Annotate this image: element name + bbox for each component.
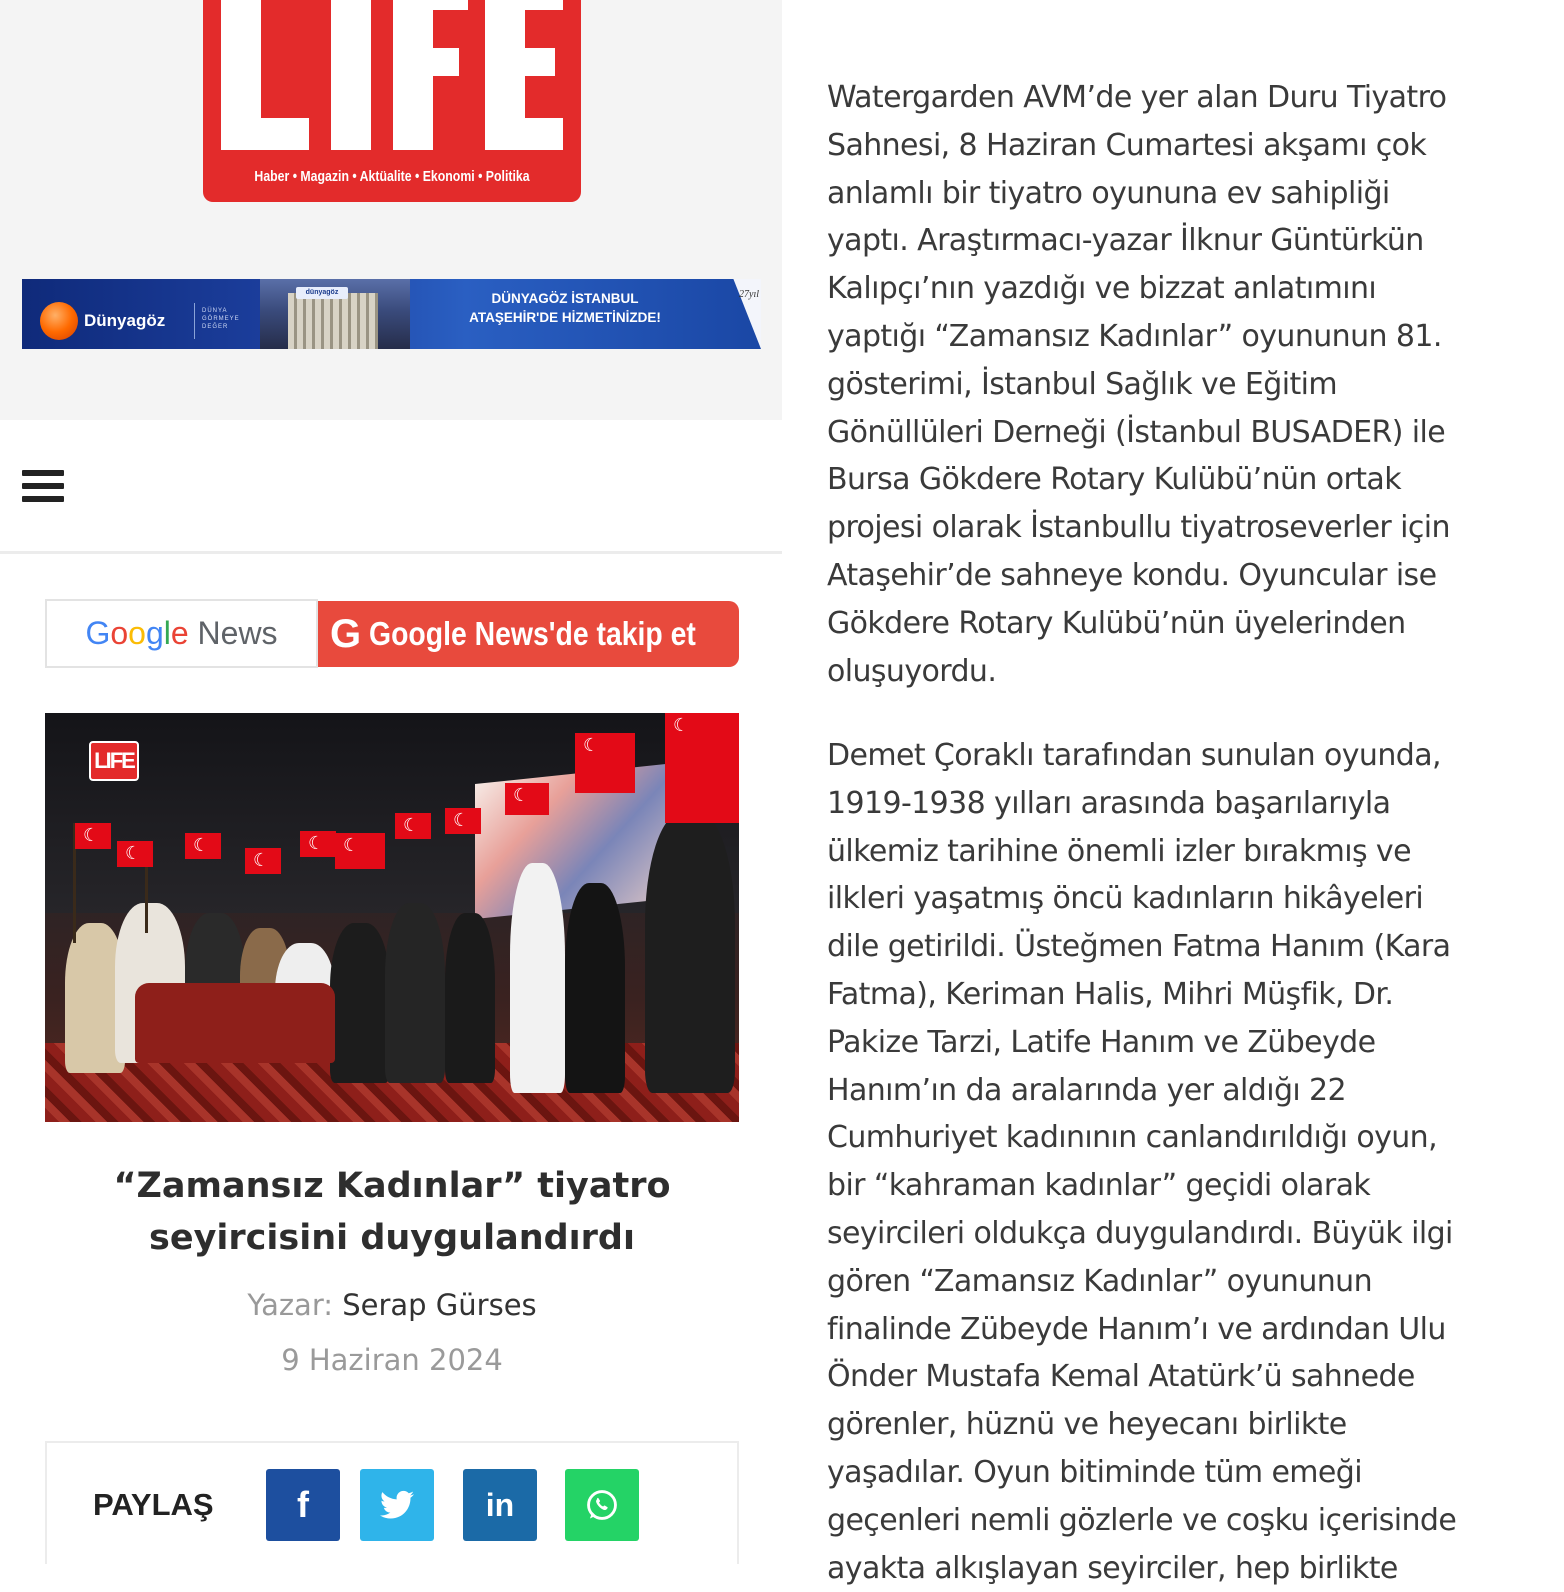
ad-headline-line1: DÜNYAGÖZ İSTANBUL	[491, 291, 639, 306]
google-news-follow-button[interactable]	[318, 601, 739, 667]
article-body	[782, 0, 1564, 1586]
follow-label: Google News'de takip et	[369, 615, 696, 652]
site-header	[0, 0, 782, 420]
turkish-flag-icon	[117, 841, 153, 867]
author-name[interactable]: Serap Gürses	[342, 1288, 537, 1322]
turkish-flag-icon	[575, 733, 635, 793]
ad-slogan: DÜNYA GÖRMEYE DEĞER	[202, 308, 240, 330]
whatsapp-share-button[interactable]	[565, 1469, 639, 1541]
ad-brand: Dünyagöz	[84, 311, 166, 330]
ad-banner[interactable]	[22, 279, 761, 349]
ad-years-badge: 27yıl	[739, 289, 759, 300]
turkish-flag-icon	[300, 831, 336, 857]
ad-divider	[194, 303, 195, 339]
turkish-flag-icon	[395, 813, 431, 839]
turkish-flag-icon	[665, 713, 739, 823]
ad-headline	[420, 289, 710, 327]
linkedin-share-button[interactable]	[463, 1469, 537, 1541]
facebook-share-button[interactable]	[266, 1469, 340, 1541]
eye-logo-icon	[40, 302, 78, 340]
article-title: “Zamansız Kadınlar” tiyatro seyircisini duygulandırdı	[113, 1166, 671, 1258]
google-news-widget	[45, 599, 739, 668]
news-wordmark: News	[197, 615, 278, 651]
twitter-icon	[380, 1490, 414, 1520]
performer	[510, 863, 565, 1093]
life-logo-wordmark	[203, 0, 581, 155]
stage-sofa	[135, 983, 335, 1063]
performer	[445, 913, 495, 1083]
google-g-icon: G	[330, 612, 362, 656]
google-news-logo[interactable]	[45, 599, 318, 668]
site-logo[interactable]	[203, 0, 581, 202]
left-panel	[0, 0, 782, 1564]
publish-date: 9 Haziran 2024	[281, 1343, 503, 1377]
turkish-flag-icon	[445, 808, 481, 834]
turkish-flag-icon	[505, 783, 549, 815]
ad-building-photo	[260, 279, 410, 349]
share-label: PAYLAŞ	[93, 1487, 214, 1522]
performer	[565, 883, 625, 1093]
share-bar	[45, 1441, 739, 1564]
navbar	[0, 420, 782, 554]
twitter-share-button[interactable]	[360, 1469, 434, 1541]
byline	[45, 1288, 739, 1322]
performer	[645, 813, 735, 1093]
article-paragraph-1: Watergarden AVM’de yer alan Duru Tiyatro Sahnesi, 8 Haziran Cumartesi akşamı çok anlamlı bir tiyatro oyununa ev sahipliği yaptı. Araştırmacı-yazar İlknur Güntürkün Kalıpçı’nın yazdığı ve bizzat anlatımını yaptığı “Zamansız Kadınlar” oyununun 81. gösterimi, İstanbul Sağlık ve Eğitim Gönüllüleri Derneği (İstanbul BUSADER) ile Bursa Gökdere Rotary Kulübü’nün ortak projesi olarak İstanbullu tiyatroseverler için Ataşehir’de sahneye kondu. Oyuncular ise Gökdere Rotary Kulübü’nün üyelerinden oluşuyordu.	[827, 80, 1450, 689]
whatsapp-icon	[585, 1488, 619, 1522]
photo-watermark-logo: LIFE	[89, 741, 139, 781]
building-sign: dünyagöz	[296, 287, 348, 299]
linkedin-icon: in	[485, 1487, 515, 1523]
facebook-icon: f	[297, 1484, 309, 1525]
article-photo[interactable]	[45, 713, 739, 1122]
turkish-flag-icon	[75, 823, 111, 849]
author-label: Yazar:	[247, 1288, 334, 1322]
performer	[330, 923, 390, 1083]
article-paragraph-2: Demet Çoraklı tarafından sunulan oyunda, 1919-1938 yılları arasında başarılarıyla ülkemiz tarihine önemli izler bırakmış ve ilkleri yaşatmış öncü kadınların hikâyeleri dile getirildi. Üsteğmen Fatma Hanım (Kara Fatma), Keriman Halis, Mihri Müşfik, Dr. Pakize Tarzi, Latife Hanım ve Zübeyde Hanım’ın da aralarında yer aldığı 22 Cumhuriyet kadınının canlandırıldığı oyun, bir “kahraman kadınlar” geçidi olarak seyircileri oldukça duygulandırdı. Büyük ilgi gören “Zamansız Kadınlar” oyununun finalinde Zübeyde Hanım’ı ve ardından Ulu Önder Mustafa Kemal Atatürk’ü sahnede görenler, hüznü ve heyecanı birlikte yaşadılar. Oyun bitiminde tüm emeği geçenleri nemli gözlerle ve coşku içerisinde ayakta alkışlayan seyirciler, hep birlikte	[827, 738, 1457, 1586]
turkish-flag-icon	[335, 833, 385, 869]
turkish-flag-icon	[245, 848, 281, 874]
ad-headline-line2: ATAŞEHİR'DE HİZMETİNİZDE!	[469, 310, 661, 325]
logo-tagline: Haber • Magazin • Aktüalite • Ekonomi • Politika	[254, 168, 530, 185]
building-icon	[288, 293, 378, 349]
google-wordmark: Google	[85, 615, 189, 651]
hamburger-menu-icon[interactable]	[22, 470, 64, 506]
performer	[385, 903, 445, 1083]
turkish-flag-icon	[185, 833, 221, 859]
